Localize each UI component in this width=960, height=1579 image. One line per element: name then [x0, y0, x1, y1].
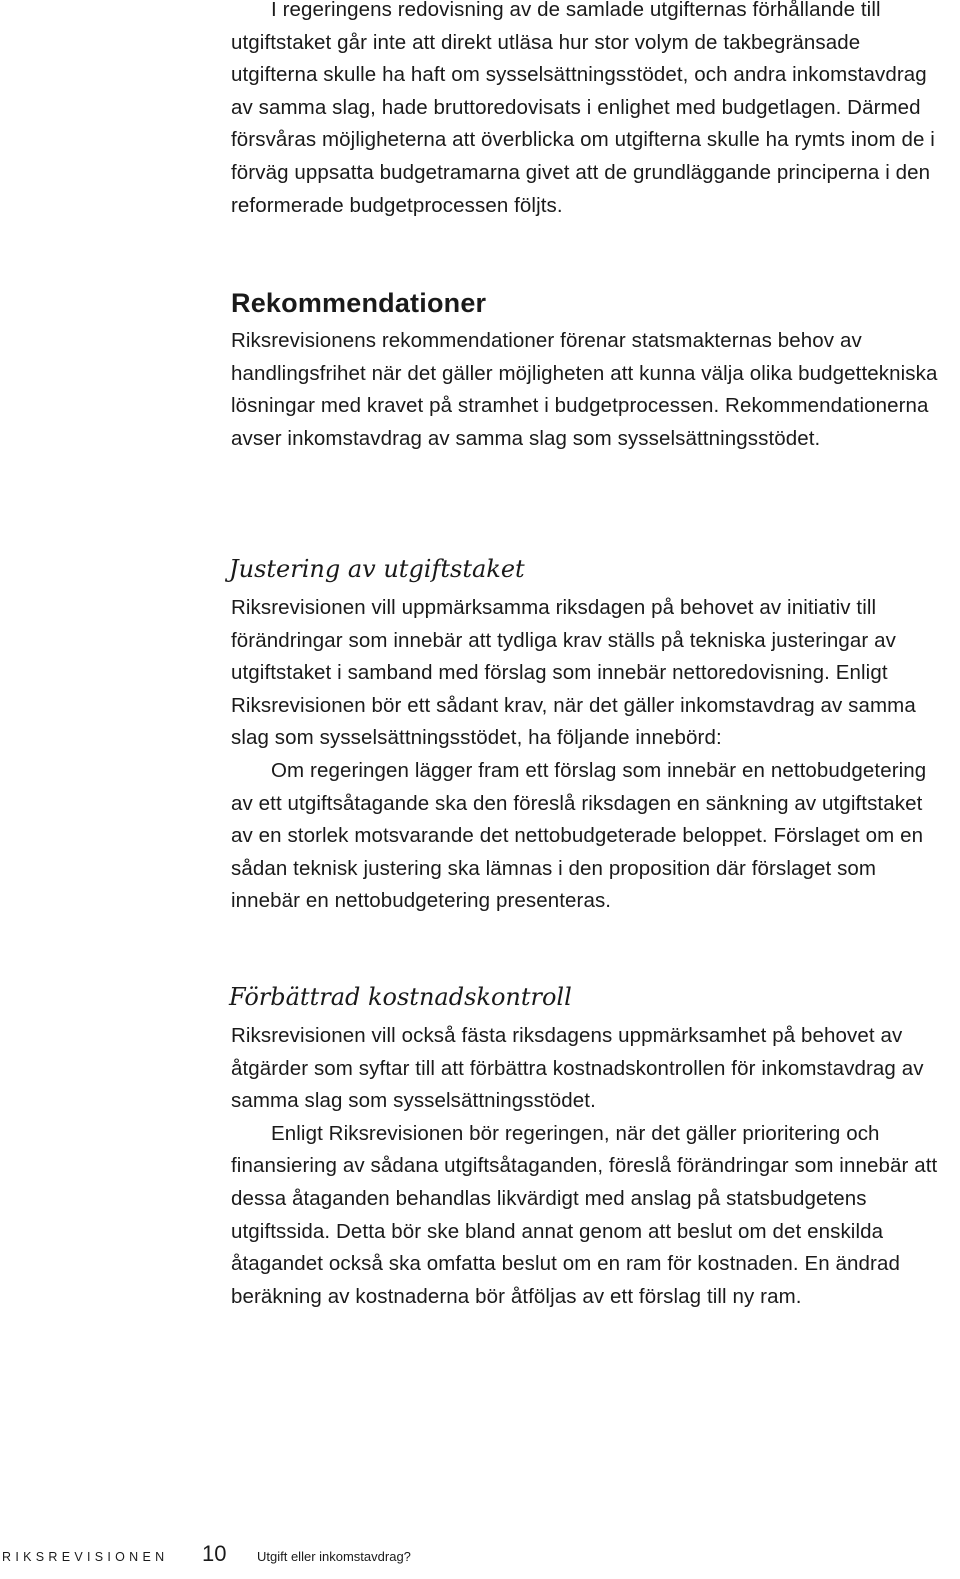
cost-control-section — [231, 980, 946, 1313]
cost-control-heading: Förbättrad kostnadskontroll — [229, 983, 572, 1011]
cost-control-paragraph-1: Riksrevisionen vill också fästa riksdagens uppmärksamhet på behovet av åtgärder som syftar till att förbättra kostnadskontrollen för inkomstavdrag av samma slag som sysselsättningsstödet. — [231, 1024, 924, 1113]
intro-section — [231, 0, 946, 222]
adjustment-paragraph-2: Om regeringen lägger fram ett förslag som innebär en nettobudgetering av ett utgiftsåtagande ska den föreslå riksdagen en sänkning av utgiftstaket av en storlek motsvarande det nettobudgeterade beloppet. Förslaget om en sådan teknisk justering ska lämnas i den proposition där förslaget som innebär en nettobudgetering presenteras. — [231, 758, 927, 913]
footer-page-number: 10 — [202, 1541, 227, 1566]
footer-document-title: Utgift eller inkomstavdrag? — [257, 1549, 411, 1564]
footer-organization: RIKSREVISIONEN — [2, 1550, 169, 1564]
recommendations-section — [231, 285, 946, 455]
page-footer — [0, 1541, 960, 1569]
recommendations-paragraph: Riksrevisionens rekommendationer förenar statsmakternas behov av handlingsfrihet när det gäller möjligheten att kunna välja olika budgettekniska lösningar med kravet på stramhet i budgetprocessen. Rekommendationerna avser inkomstavdrag av samma slag som sysselsättningsstödet. — [231, 329, 938, 450]
adjustment-section — [231, 552, 946, 918]
cost-control-paragraph-2: Enligt Riksrevisionen bör regeringen, när det gäller prioritering och finansiering av sådana utgiftsåtaganden, föreslå förändringar som innebär att dessa åtaganden behandlas likvärdigt med anslag på statsbudgetens utgiftssida. Detta bör ske bland annat genom att beslut om det enskilda åtagandet också ska omfatta beslut om en ram för kostnaden. En ändrad beräkning av kostnaderna bör åtföljas av ett förslag till ny ram. — [231, 1121, 938, 1308]
adjustment-paragraph-1: Riksrevisionen vill uppmärksamma riksdagen på behovet av initiativ till förändringar som innebär att tydliga krav ställs på tekniska justeringar av utgiftstaket i samband med förslag som innebär nettoredovisning. Enligt Riksrevisionen bör ett sådant krav, när det gäller inkomstavdrag av samma slag som sysselsättningsstödet, ha följande innebörd: — [231, 596, 916, 750]
intro-paragraph: I regeringens redovisning av de samlade utgifternas förhållande till utgiftstaket går inte att direkt utläsa hur stor volym de takbegränsade utgifterna skulle ha haft om sysselsättningsstödet, och andra inkomstavdrag av samma slag, hade bruttoredovisats i enlighet med budgetlagen. Därmed försvåras möjligheterna att överblicka om utgifterna skulle ha rymts inom de i förväg uppsatta budgetramarna givet att de grundläggande principerna i den reformerade budgetprocessen följts. — [231, 0, 935, 217]
adjustment-heading: Justering av utgiftstaket — [229, 555, 525, 583]
recommendations-heading: Rekommendationer — [231, 288, 487, 318]
